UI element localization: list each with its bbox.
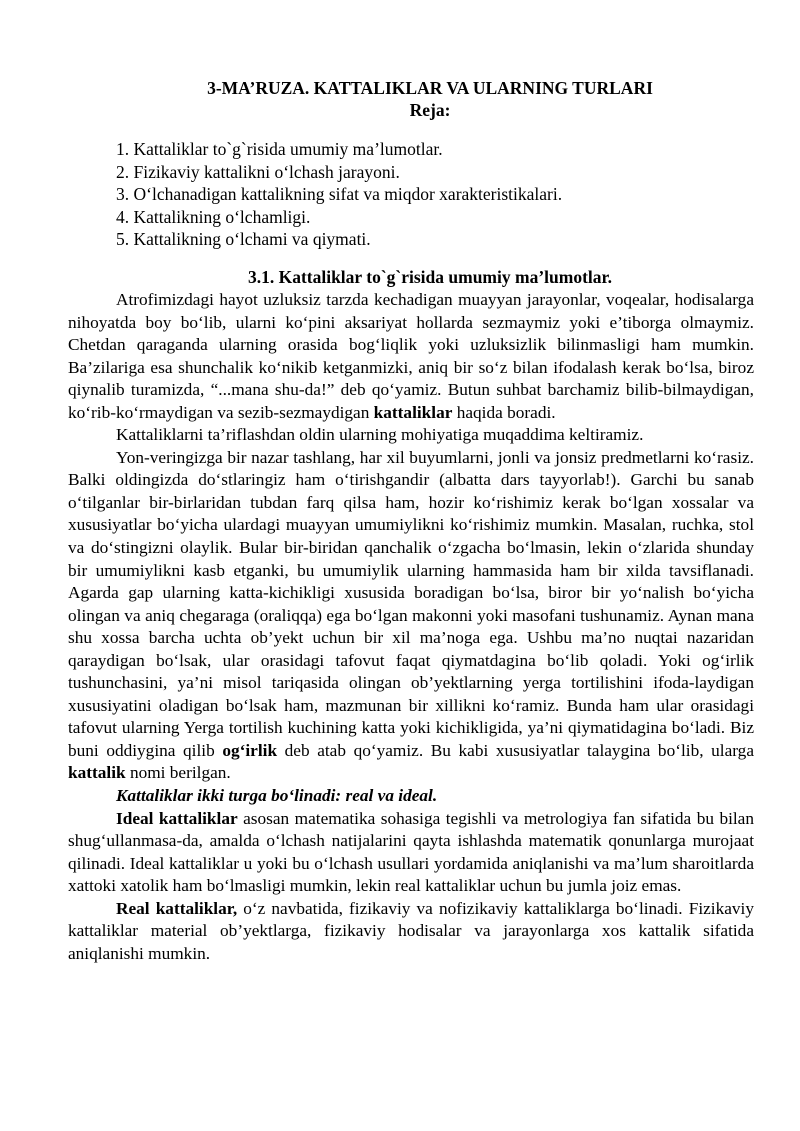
- paragraph: Kattaliklarni ta’riflashdan oldin ularning mohiyatiga muqaddima keltiramiz.: [116, 425, 644, 445]
- lecture-title: 3-MA’RUZA. KATTALIKLAR VA ULARNING TURLARI: [207, 78, 653, 98]
- subheading-italic: [68, 785, 754, 808]
- paragraph-text: deb atab qo‘yamiz. Bu kabi xususiyatlar talaygina bo‘lib, ularga: [277, 740, 754, 760]
- paragraph: [68, 289, 754, 424]
- plan-item: 5. Kattalikning o‘lchami va qiymati.: [116, 229, 371, 250]
- section-body: [68, 289, 754, 965]
- plan-item: 1. Kattaliklar to`g`risida umumiy ma’lumotlar.: [116, 139, 443, 159]
- section-title: 3.1. Kattaliklar to`g`risida umumiy ma’lumotlar.: [247, 267, 613, 287]
- plan-item: 2. Fizikaviy kattalikni o‘lchash jarayoni.: [116, 161, 400, 182]
- subheading-text: Kattaliklar ikki turga bo‘linadi: real va ideal.: [116, 786, 438, 806]
- paragraph: [68, 447, 754, 785]
- paragraph: [68, 808, 754, 898]
- plan-item: 4. Kattalikning o‘lchamligi.: [116, 206, 311, 227]
- paragraph-text: haqida boradi.: [452, 402, 556, 422]
- plan-list: [116, 138, 562, 251]
- term-bold: kattalik: [68, 763, 126, 783]
- term-bold: Ideal kattaliklar: [116, 808, 238, 828]
- paragraph-text: nomi berilgan.: [125, 763, 231, 783]
- term-bold: og‘irlik: [222, 740, 278, 760]
- paragraph-text: o‘z navbatida, fizikaviy va nofizikaviy kattaliklarga bo‘linadi. Fizikaviy kattaliklar material ob’yektlarga, fizikaviy hodisalar va jarayonlarga xos kattalik sifatida aniqlanishi mumkin.: [68, 898, 754, 963]
- paragraph-text: Atrofimizdagi hayot uzluksiz tarzda kechadigan muayyan jarayonlar, voqealar, hodisalarga nihoyatda boy bo‘lib, ularni ko‘pini aksariyat hollarda sezmaymiz yoki e’tiborga olmaymiz. Chetdan qaraganda ularning orasida bog‘liqlik yoki uzluksizlik bilinmasligi ham mumkin. Ba’zilariga esa shunchalik ko‘nikib ketganmizki, aniq bir so‘z bilan ifodalash kerak bo‘lsa, biroz qiynalib turamizda, “...mana shu-da!” deb qo‘yamiz. Butun suhbat barchamiz bilib-bilmaydigan, ko‘rib-ko‘rmaydigan va sezib-sezmaydigan: [68, 290, 754, 422]
- plan-item: 3. O‘lchanadigan kattalikning sifat va miqdor xarakteristikalari.: [116, 184, 563, 205]
- plan-heading: Reja:: [409, 100, 451, 120]
- paragraph: [68, 898, 754, 966]
- term-bold: kattaliklar: [373, 402, 453, 422]
- paragraph-text: Yon-veringizga bir nazar tashlang, har xil buyumlarni, jonli va jonsiz predmetlarni ko‘rasiz. Balki oldingizda do‘stlaringiz ham o‘tirishgandir (albatta dars tayyorlab!). Garchi bu sanab o‘tilganlar bir-birlaridan tubdan farq qilsa ham, hozir ko‘rishimiz kerak bo‘lgan xossalar va xususiyatlar bo‘yicha ulardagi muayyan umumiylikni ko‘rishimiz mumkin. Masalan, ruchka, stol va do‘stingizni olaylik. Bular bir-biridan qanchalik o‘zgacha bo‘lmasin, lekin o‘zlarida shunday bir umumiylikni kasb etganki, bu umumiylik ularning hammasida ham bir xilda tavsiflanadi. Agarda gap ularning katta-kichikligi xususida boradigan bo‘lsa, biror bir yo‘nalish bo‘yicha olingan va aniq chegaraga (oraliqqa) ega bo‘lgan makonni yoki masofani tushunamiz. Aynan mana shu xossa barcha uchta ob’yekt uchun bir xil ma’noga ega. Ushbu ma’no nuqtai nazaridan qaraydigan bo‘lsak, ular orasidagi tafovut faqat qiymatdagina bo‘lib qoladi. Yoki og‘irlik tushunchasini, ya’ni misol tariqasida olingan ob’yektlarning yerga tortilishini ifoda-laydigan xususiyatini oladigan bo‘lsak ham, mazmunan bir xillikni ko‘ramiz. Bunda ham ular orasidagi tafovut ularning Yerga tortilish kuchining katta yoki kichikligida, ya’ni qiymatidagina bo‘ladi. Biz buni oddiygina qilib: [68, 447, 754, 760]
- paragraph-text: asosan matematika sohasiga tegishli va metrologiya fan sifatida bu bilan shug‘ullanmasa-da, amalda o‘lchash natijalarini qayta ishlashda matematik qonunlarga murojaat qilinadi. Ideal kattaliklar u yoki bu o‘lchash usullari yordamida aniqlanishi va ma’lum sharoitlarda xattoki xatolik ham bo‘lmasligi mumkin, lekin real kattaliklar uchun bu jumla joiz emas.: [68, 808, 754, 896]
- term-bold: Real kattaliklar,: [116, 898, 238, 918]
